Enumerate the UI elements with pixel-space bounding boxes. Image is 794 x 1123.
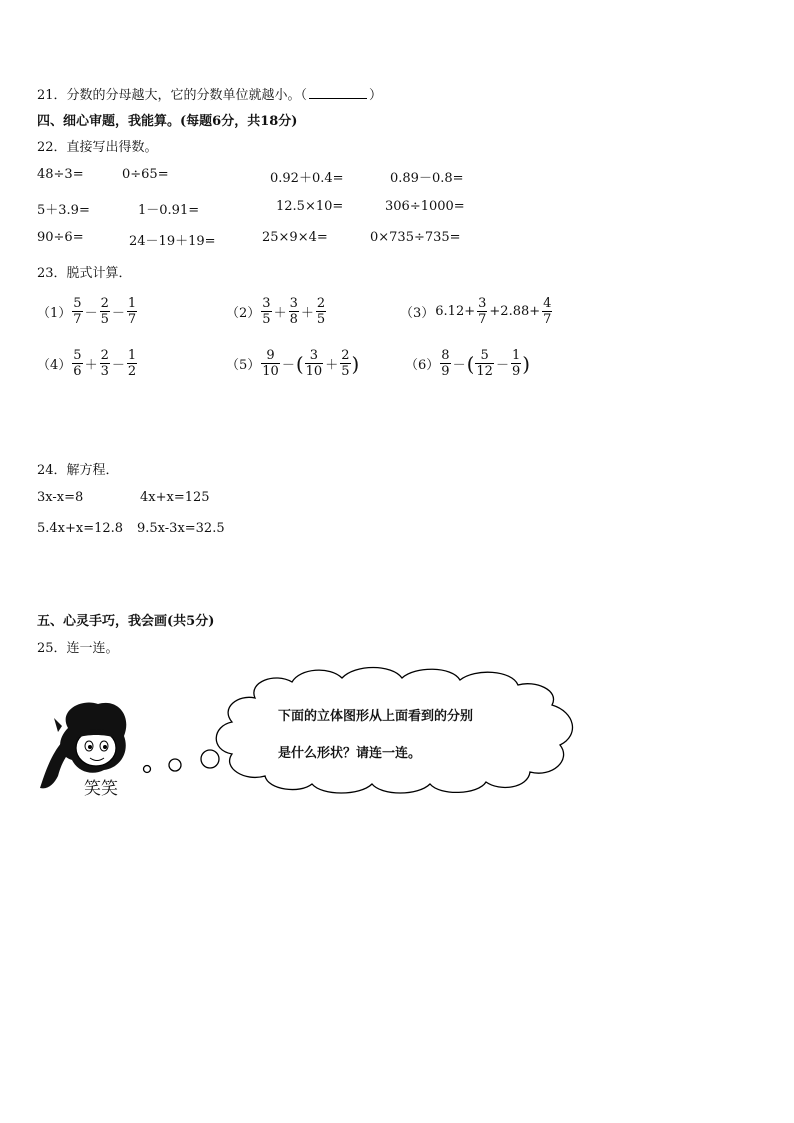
q23-expr-3 xyxy=(400,296,553,327)
fraction: $\frac{2}{5}$ xyxy=(316,296,326,327)
fraction: $\frac{1}{2}$ xyxy=(127,348,137,379)
fraction: $\frac{5}{6}$ xyxy=(73,348,82,379)
cloud-text-line-2: 是什么形状？请连一连。 xyxy=(278,746,422,761)
q23-title: 23．脱式计算． xyxy=(37,266,132,281)
expr-middle: +2.88+ xyxy=(489,304,541,319)
fraction: $\frac{2}{5}$ xyxy=(100,296,109,327)
q22-item: 12.5×10= xyxy=(276,199,344,214)
q22-item: 25×9×4= xyxy=(262,230,328,245)
q22-item: 24－19＋19= xyxy=(129,234,216,249)
section-5-heading: 五、心灵手巧，我会画(共5分) xyxy=(37,614,215,629)
expr-label: （4） xyxy=(37,358,72,373)
fraction: $\frac{9}{10}$ xyxy=(262,348,279,379)
expr-label: （1） xyxy=(37,306,72,321)
q22-item: 306÷1000= xyxy=(385,199,465,214)
operator: － xyxy=(495,358,509,373)
close-paren: ) xyxy=(351,351,360,376)
expr-label: （5） xyxy=(226,358,261,373)
fraction: $\frac{2}{5}$ xyxy=(341,348,350,379)
fraction: $\frac{8}{9}$ xyxy=(441,348,450,379)
q23-expr-2 xyxy=(226,296,327,327)
fraction: $\frac{2}{3}$ xyxy=(100,348,109,379)
expr-label: （6） xyxy=(405,358,440,373)
q24-title: 24．解方程． xyxy=(37,463,119,478)
operator: － xyxy=(111,306,125,321)
thought-cloud xyxy=(144,668,573,794)
cloud-text-line-1: 下面的立体图形从上面看到的分别 xyxy=(278,709,474,724)
operator: － xyxy=(84,306,98,321)
expr-label: （2） xyxy=(226,306,261,321)
section-4-heading: 四、细心审题，我能算。(每题6分，共18分) xyxy=(37,114,298,129)
q22-item: 5＋3.9= xyxy=(37,203,90,218)
q21-text: 21．分数的分母越大，它的分数单位就越小。（ xyxy=(37,88,308,103)
fraction: $\frac{1}{9}$ xyxy=(511,348,521,379)
equation: 5.4x+x=12.8 xyxy=(37,521,124,536)
equation: 9.5x-3x=32.5 xyxy=(137,521,225,536)
q23-expr-6 xyxy=(405,348,530,379)
fraction: $\frac{1}{7}$ xyxy=(127,296,137,327)
q21-close: ） xyxy=(369,88,383,103)
fraction: $\frac{4}{7}$ xyxy=(543,296,552,327)
open-paren: ( xyxy=(466,351,475,376)
fraction: $\frac{3}{8}$ xyxy=(289,296,298,327)
open-paren: ( xyxy=(295,351,304,376)
q23-expr-5 xyxy=(226,348,359,379)
expr-prefix: 6.12+ xyxy=(435,304,476,319)
operator: － xyxy=(452,358,466,373)
fraction: $\frac{5}{12}$ xyxy=(476,348,493,379)
operator: ＋ xyxy=(84,358,98,373)
operator: ＋ xyxy=(273,306,287,321)
q22-item: 90÷6= xyxy=(37,230,84,245)
fraction: $\frac{3}{7}$ xyxy=(478,296,487,327)
q22-item: 1－0.91= xyxy=(138,203,200,218)
operator: ＋ xyxy=(325,358,339,373)
q22-item: 0×735÷735= xyxy=(370,230,461,245)
q23-expr-1 xyxy=(37,296,138,327)
close-paren: ) xyxy=(522,351,531,376)
character-name: 笑笑 xyxy=(84,779,118,799)
q22-item: 48÷3= xyxy=(37,167,84,182)
q22-item: 0.89－0.8= xyxy=(390,171,464,186)
equation: 4x+x=125 xyxy=(140,490,210,505)
q23-expr-4 xyxy=(37,348,138,379)
fraction: $\frac{5}{7}$ xyxy=(73,296,82,327)
q21 xyxy=(37,84,382,103)
q22-title: 22．直接写出得数。 xyxy=(37,140,158,155)
operator: － xyxy=(111,358,125,373)
q22-item: 0.92＋0.4= xyxy=(270,171,344,186)
fraction: $\frac{3}{10}$ xyxy=(305,348,323,379)
q25-title: 25．连一连。 xyxy=(37,641,119,656)
fraction: $\frac{3}{5}$ xyxy=(262,296,271,327)
equation: 3x-x=8 xyxy=(37,490,84,505)
operator: ＋ xyxy=(300,306,314,321)
q22-item: 0÷65= xyxy=(122,167,169,182)
operator: － xyxy=(281,358,295,373)
expr-label: （3） xyxy=(400,306,435,321)
answer-blank[interactable] xyxy=(309,86,367,99)
